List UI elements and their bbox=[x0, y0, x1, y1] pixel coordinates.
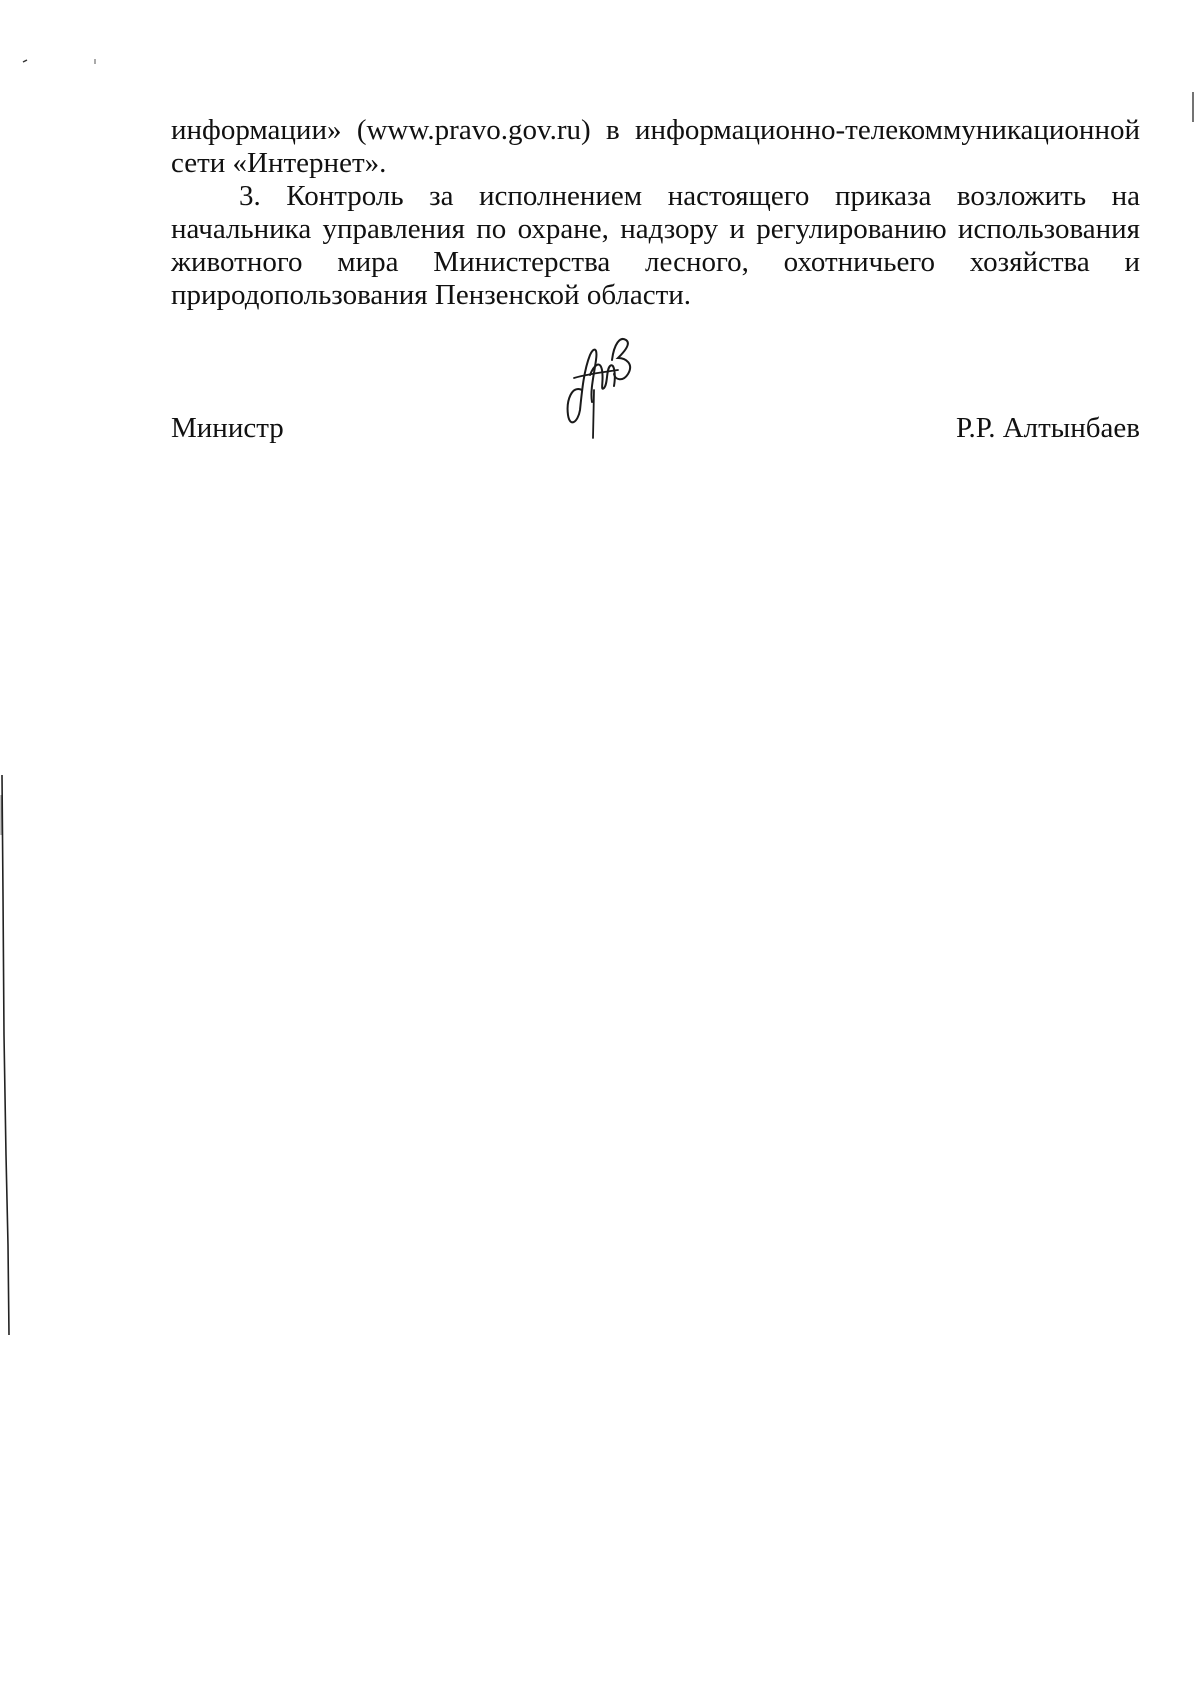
body-text bbox=[171, 114, 1140, 312]
signatory-title: Министр bbox=[171, 412, 284, 444]
scan-artifact-line-right bbox=[1190, 92, 1196, 122]
signatory-name: Р.Р. Алтынбаев bbox=[955, 412, 1140, 444]
paragraph-publication-info: информации» (www.pravo.gov.ru) в информационно-телекоммуникационной сети «Интернет». bbox=[171, 114, 1140, 179]
scan-artifact-dots bbox=[20, 55, 110, 67]
scan-artifact-line-left bbox=[0, 775, 10, 1335]
signature-block bbox=[171, 412, 1140, 452]
paragraph-control-clause: 3. Контроль за исполнением настоящего приказа возложить на начальника управления по охране, надзору и регулированию использования животного мира Министерства лесного, охотничьего хозяйства и природопользования Пензенской области. bbox=[171, 180, 1140, 311]
